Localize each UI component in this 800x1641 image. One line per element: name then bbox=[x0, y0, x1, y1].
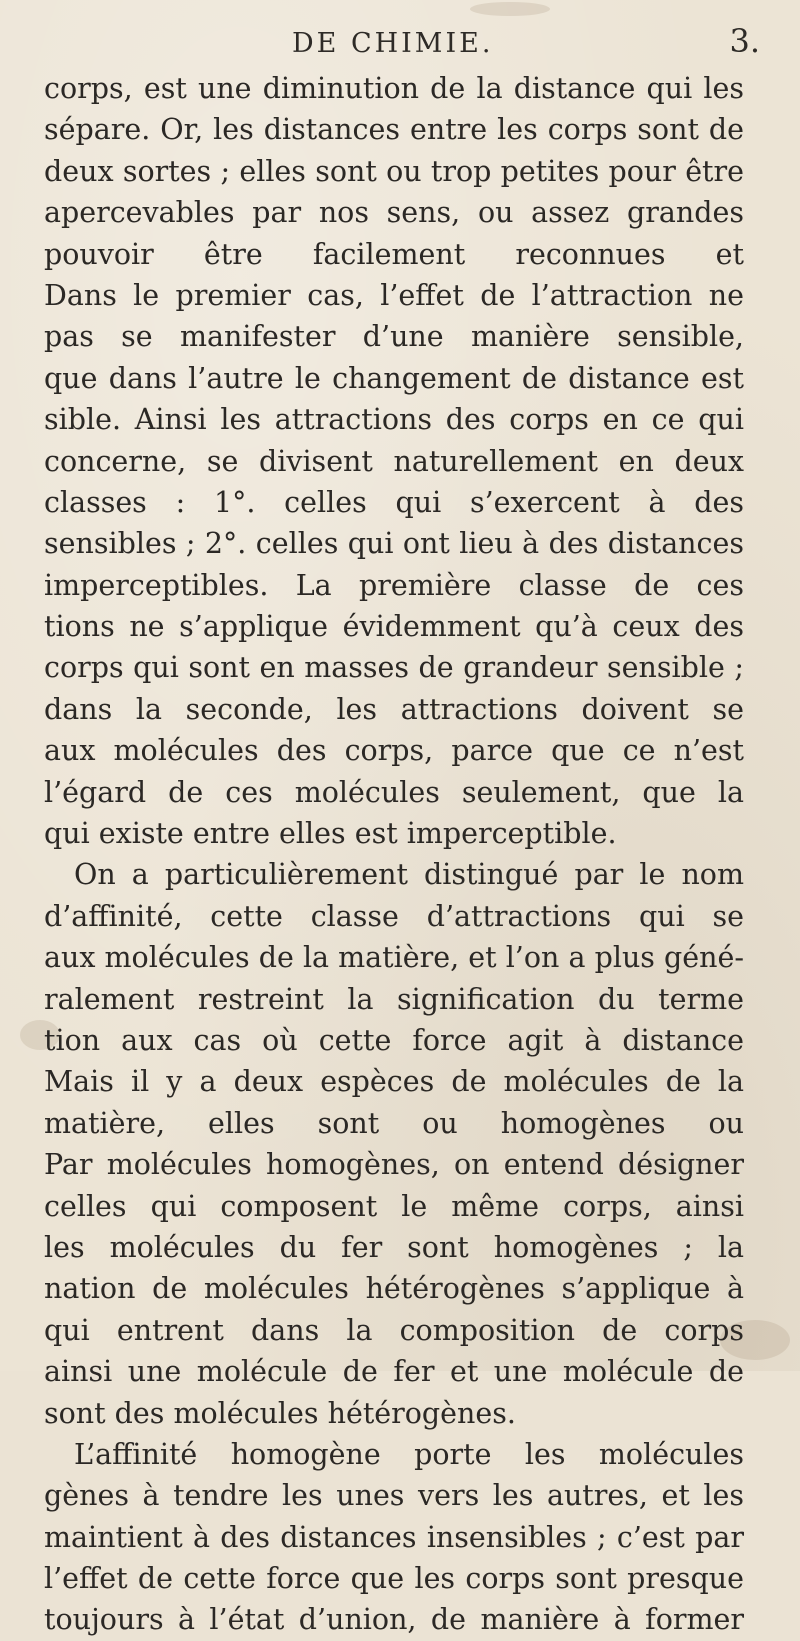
text-line: ralement restreint la signification du terme bbox=[44, 982, 744, 1016]
text-line: ainsi une molécule de fer et une molécule de bbox=[44, 1355, 744, 1389]
text-line: sont des molécules hétérogènes. bbox=[44, 1396, 516, 1430]
text-line: tion aux cas où cette force agit à distance bbox=[44, 1023, 744, 1057]
text-line: dans la seconde, les attractions doivent se bbox=[44, 692, 744, 726]
text-line: imperceptibles. La première classe de ces bbox=[44, 568, 744, 602]
text-line: Dans le premier cas, l’effet de l’attraction ne bbox=[44, 278, 744, 312]
text-line: d’affinité, cette classe d’attractions qui se bbox=[44, 899, 744, 933]
text-line: pas se manifester d’une manière sensible, bbox=[44, 320, 744, 354]
text-line: L’affinité homogène porte les molécules bbox=[74, 1437, 744, 1471]
text-line: corps, est une diminution de la distance qui les bbox=[44, 72, 744, 105]
text-line: nation de molécules hétérogènes s’applique à bbox=[44, 1272, 744, 1306]
text-line: que dans l’autre le changement de distance est bbox=[44, 361, 744, 395]
text-line: Par molécules homogènes, on entend désigner bbox=[44, 1148, 744, 1182]
page-header bbox=[60, 8, 760, 68]
text-line: l’effet de cette force que les corps sont presque bbox=[44, 1562, 744, 1596]
text-line: apercevables par nos sens, ou assez grandes bbox=[44, 196, 744, 230]
text-line: concerne, se divisent naturellement en deux bbox=[44, 444, 744, 478]
text-line: l’égard de ces molécules seulement, que la bbox=[44, 775, 744, 809]
text-line: aux molécules de la matière, et l’on a plus géné- bbox=[44, 941, 744, 975]
text-line: corps qui sont en masses de grandeur sensible ; bbox=[44, 651, 744, 685]
text-line: pouvoir être facilement reconnues et bbox=[44, 237, 744, 271]
page-number: 3. bbox=[729, 22, 760, 60]
text-line: toujours à l’état d’union, de manière à former bbox=[44, 1603, 744, 1637]
text-line: Mais il y a deux espèces de molécules de la bbox=[44, 1065, 744, 1099]
text-line: aux molécules des corps, parce que ce n’est bbox=[44, 734, 744, 768]
text-line: les molécules du fer sont homogènes ; la bbox=[44, 1230, 744, 1264]
text-line: deux sortes ; elles sont ou trop petites pour être bbox=[44, 154, 744, 188]
text-line: qui entrent dans la composition de corps bbox=[44, 1313, 744, 1347]
text-line: classes : 1°. celles qui s’exercent à des bbox=[44, 485, 744, 519]
text-line: gènes à tendre les unes vers les autres, et les bbox=[44, 1479, 744, 1513]
running-head: DE CHIMIE. bbox=[292, 28, 494, 59]
text-line: maintient à des distances insensibles ; c’est par bbox=[44, 1520, 744, 1554]
text-line: tions ne s’applique évidemment qu’à ceux des bbox=[44, 610, 744, 644]
text-line: sible. Ainsi les attractions des corps en ce qui bbox=[44, 403, 744, 437]
text-line: celles qui composent le même corps, ainsi bbox=[44, 1189, 744, 1223]
text-line: qui existe entre elles est imperceptible. bbox=[44, 817, 617, 851]
text-line: sépare. Or, les distances entre les corps sont de bbox=[44, 113, 744, 147]
body-text bbox=[44, 68, 744, 1641]
text-line: On a particulièrement distingué par le nom bbox=[74, 858, 744, 892]
text-line: sensibles ; 2°. celles qui ont lieu à des distances bbox=[44, 527, 744, 561]
text-line: matière, elles sont ou homogènes ou bbox=[44, 1106, 744, 1140]
